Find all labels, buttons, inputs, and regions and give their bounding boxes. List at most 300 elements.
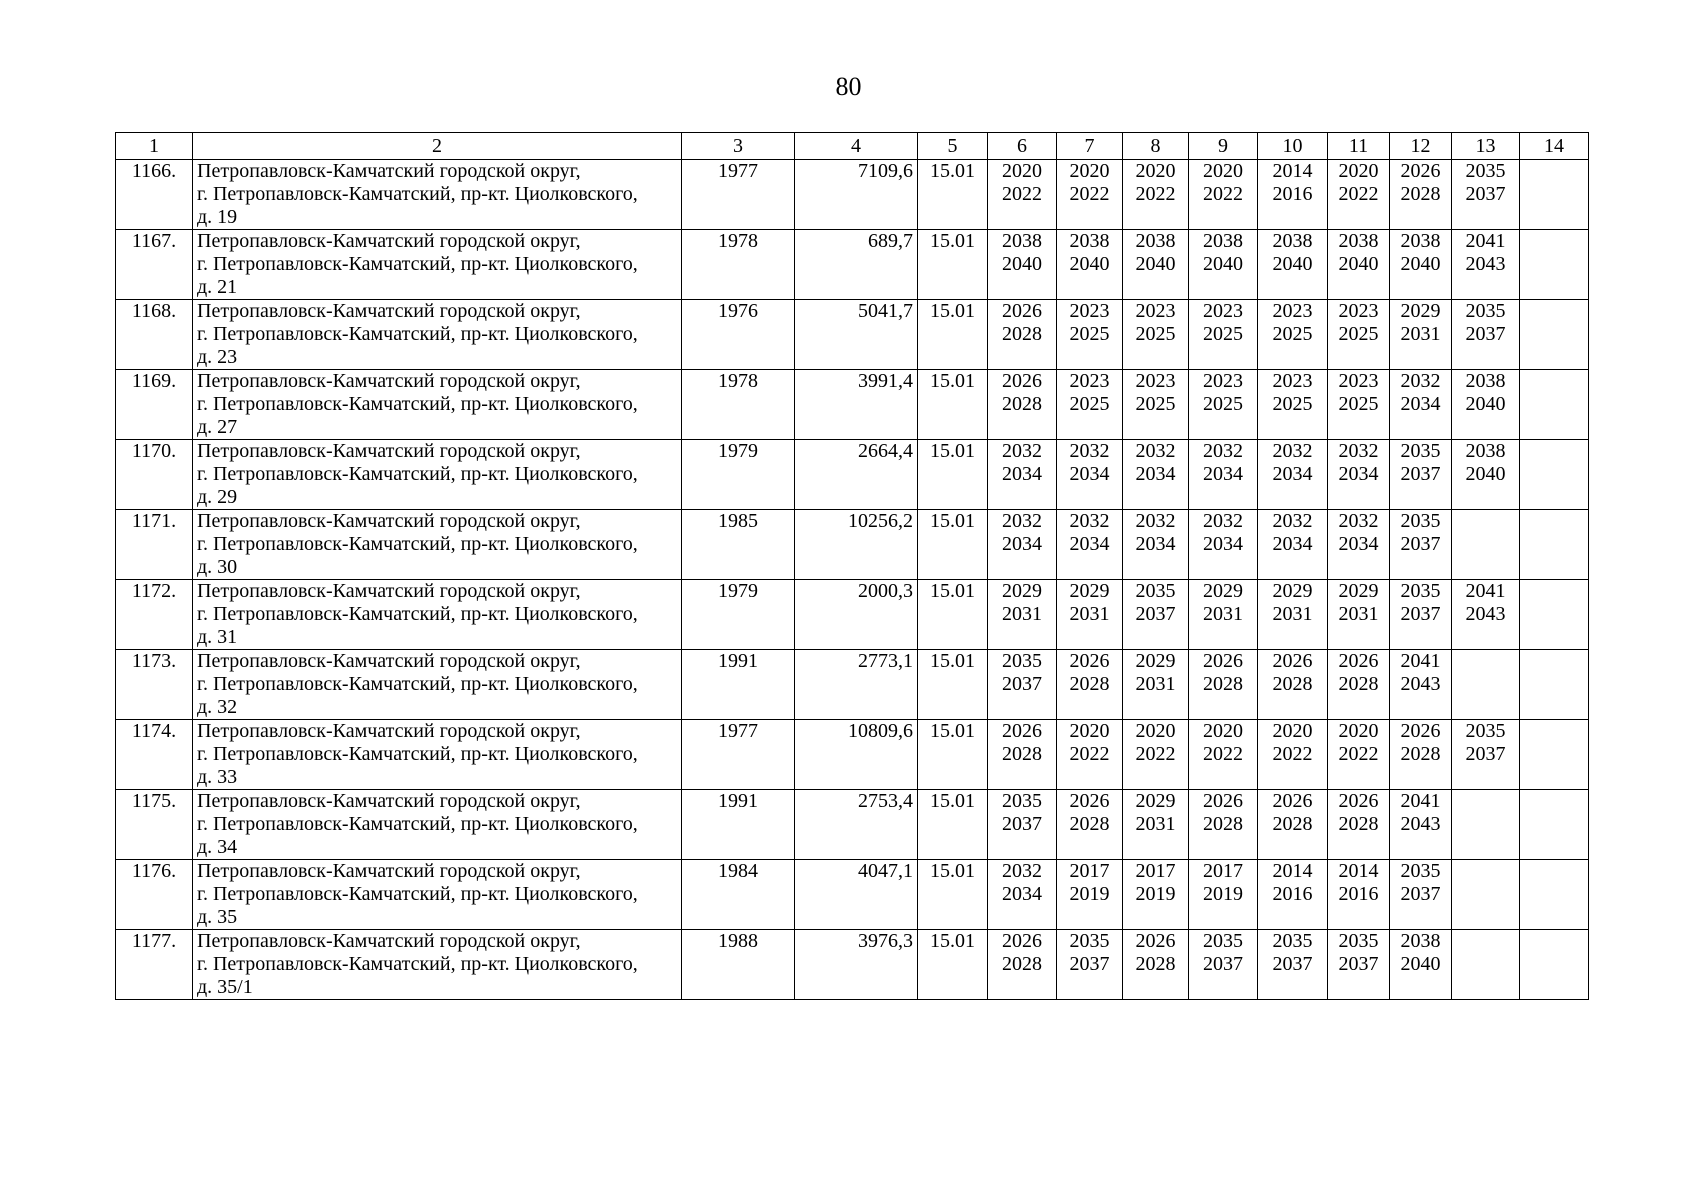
period-start-year: 2038 [1400,230,1441,252]
period-cell-col-12 [1390,370,1452,440]
address-line: г. Петропавловск-Камчатский, пр-кт. Циолковского, [197,183,638,205]
period-cell-col-11 [1328,860,1390,930]
address-line: Петропавловск-Камчатский городской округ, [197,440,581,462]
period-start-year: 2020 [1069,720,1110,742]
period-end-year: 2037 [1002,813,1042,835]
period-start-year: 2023 [1338,300,1379,322]
period-end-year: 2034 [1135,463,1176,485]
period-start-year: 2026 [1002,930,1042,952]
period-start-year: 2023 [1069,370,1110,392]
period-end-year: 2028 [1203,673,1243,695]
total-area: 689,7 [795,230,918,300]
period-cell-col-8 [1123,510,1189,580]
period-cell-col-8 [1123,720,1189,790]
period-end-year: 2037 [1272,953,1313,975]
period-end-year: 2037 [1400,533,1441,555]
table-row [116,160,1589,230]
period-start-year: 2038 [1203,230,1243,252]
period-end-year: 2037 [1203,953,1243,975]
address-line: г. Петропавловск-Камчатский, пр-кт. Циолковского, [197,883,638,905]
period-start-year: 2026 [1338,790,1379,812]
period-cell-col-8 [1123,930,1189,1000]
period-cell-col-14 [1520,790,1589,860]
period-cell-col-12 [1390,650,1452,720]
period-cell-col-13 [1452,230,1520,300]
total-area: 10809,6 [795,720,918,790]
period-end-year: 2040 [1203,253,1243,275]
work-code: 15.01 [918,370,988,440]
period-cell-col-7 [1057,230,1123,300]
address-line: Петропавловск-Камчатский городской округ, [197,790,581,812]
period-start-year: 2023 [1135,370,1176,392]
table-row [116,370,1589,440]
period-cell-col-10 [1258,580,1328,650]
period-start-year: 2032 [1203,440,1243,462]
period-cell-col-11 [1328,510,1390,580]
period-end-year: 2031 [1135,813,1176,835]
period-start-year: 2020 [1338,160,1379,182]
row-number: 1169. [116,370,193,440]
total-area: 3976,3 [795,930,918,1000]
table-row [116,580,1589,650]
construction-year: 1985 [682,510,795,580]
period-start-year: 2029 [1135,790,1176,812]
period-cell-col-14 [1520,930,1589,1000]
address-line: г. Петропавловск-Камчатский, пр-кт. Циолковского, [197,603,638,625]
period-end-year: 2028 [1002,953,1042,975]
period-start-year: 2014 [1338,860,1379,882]
address-line: г. Петропавловск-Камчатский, пр-кт. Циолковского, [197,253,638,275]
period-cell-col-12 [1390,230,1452,300]
period-start-year: 2029 [1400,300,1441,322]
period-cell-col-9 [1189,930,1258,1000]
period-start-year: 2041 [1400,790,1441,812]
construction-year: 1978 [682,230,795,300]
period-end-year: 2034 [1002,533,1042,555]
period-cell-col-10 [1258,370,1328,440]
construction-year: 1979 [682,580,795,650]
total-area: 10256,2 [795,510,918,580]
period-start-year: 2017 [1069,860,1110,882]
period-cell-col-9 [1189,370,1258,440]
period-end-year: 2022 [1338,183,1379,205]
construction-year: 1978 [682,370,795,440]
period-start-year: 2026 [1135,930,1176,952]
period-start-year: 2035 [1135,580,1176,602]
period-end-year: 2028 [1272,673,1313,695]
work-code: 15.01 [918,510,988,580]
period-start-year: 2029 [1338,580,1379,602]
period-end-year: 2025 [1069,323,1110,345]
period-cell-col-12 [1390,930,1452,1000]
period-cell-col-12 [1390,860,1452,930]
period-end-year: 2040 [1135,253,1176,275]
period-end-year: 2028 [1135,953,1176,975]
period-start-year: 2032 [1272,440,1313,462]
period-start-year: 2035 [1465,160,1506,182]
table-row [116,230,1589,300]
work-code: 15.01 [918,930,988,1000]
period-cell-col-7 [1057,720,1123,790]
period-start-year: 2026 [1272,650,1313,672]
total-area: 2664,4 [795,440,918,510]
period-end-year: 2043 [1400,673,1441,695]
period-end-year: 2034 [1002,883,1042,905]
period-cell-col-8 [1123,860,1189,930]
period-start-year: 2041 [1465,580,1506,602]
table-row [116,300,1589,370]
period-cell-col-12 [1390,440,1452,510]
period-end-year: 2037 [1400,603,1441,625]
period-cell-col-7 [1057,790,1123,860]
address-cell [193,650,682,720]
period-start-year: 2029 [1002,580,1042,602]
period-end-year: 2037 [1135,603,1176,625]
period-cell-col-9 [1189,440,1258,510]
period-start-year: 2026 [1272,790,1313,812]
address-line: г. Петропавловск-Камчатский, пр-кт. Циолковского, [197,813,638,835]
period-cell-col-8 [1123,650,1189,720]
period-start-year: 2038 [1465,370,1506,392]
period-end-year: 2031 [1272,603,1313,625]
period-end-year: 2028 [1069,813,1110,835]
address-line: г. Петропавловск-Камчатский, пр-кт. Циолковского, [197,673,638,695]
address-line: д. 27 [197,416,238,438]
period-end-year: 2028 [1002,323,1042,345]
period-cell-col-6 [988,510,1057,580]
construction-year: 1988 [682,930,795,1000]
period-end-year: 2043 [1465,253,1506,275]
period-start-year: 2041 [1465,230,1506,252]
table-row [116,510,1589,580]
column-header-6: 6 [988,133,1057,160]
construction-year: 1977 [682,720,795,790]
period-end-year: 2025 [1272,393,1313,415]
period-cell-col-8 [1123,580,1189,650]
column-header-11: 11 [1328,133,1390,160]
period-cell-col-7 [1057,300,1123,370]
period-end-year: 2034 [1203,463,1243,485]
row-number: 1177. [116,930,193,1000]
period-start-year: 2035 [1069,930,1110,952]
period-start-year: 2023 [1203,370,1243,392]
address-line: д. 35/1 [197,976,253,998]
period-cell-col-13 [1452,650,1520,720]
address-cell [193,160,682,230]
row-number: 1174. [116,720,193,790]
address-cell [193,370,682,440]
period-cell-col-11 [1328,160,1390,230]
address-cell [193,790,682,860]
period-end-year: 2019 [1203,883,1243,905]
work-code: 15.01 [918,720,988,790]
period-start-year: 2026 [1069,650,1110,672]
period-end-year: 2025 [1135,323,1176,345]
period-cell-col-12 [1390,300,1452,370]
address-cell [193,230,682,300]
period-cell-col-11 [1328,580,1390,650]
period-cell-col-7 [1057,930,1123,1000]
address-cell [193,510,682,580]
period-end-year: 2019 [1135,883,1176,905]
period-start-year: 2029 [1272,580,1313,602]
total-area: 7109,6 [795,160,918,230]
page-number: 80 [835,72,862,101]
period-cell-col-10 [1258,510,1328,580]
period-cell-col-14 [1520,650,1589,720]
period-end-year: 2037 [1465,183,1506,205]
period-start-year: 2032 [1203,510,1243,532]
period-start-year: 2026 [1203,650,1243,672]
address-line: Петропавловск-Камчатский городской округ, [197,510,581,532]
period-end-year: 2037 [1400,883,1441,905]
address-line: Петропавловск-Камчатский городской округ, [197,160,581,182]
period-cell-col-9 [1189,860,1258,930]
period-start-year: 2038 [1272,230,1313,252]
period-start-year: 2035 [1400,580,1441,602]
period-start-year: 2020 [1203,720,1243,742]
table-row [116,860,1589,930]
period-start-year: 2020 [1069,160,1110,182]
column-header-1: 1 [116,133,193,160]
period-cell-col-11 [1328,440,1390,510]
address-line: д. 31 [197,626,238,648]
period-cell-col-11 [1328,300,1390,370]
period-cell-col-8 [1123,370,1189,440]
period-end-year: 2031 [1069,603,1110,625]
address-line: г. Петропавловск-Камчатский, пр-кт. Циолковского, [197,743,638,765]
column-number-row [116,133,1589,160]
column-header-9: 9 [1189,133,1258,160]
address-line: г. Петропавловск-Камчатский, пр-кт. Циолковского, [197,393,638,415]
total-area: 4047,1 [795,860,918,930]
period-end-year: 2034 [1002,463,1042,485]
row-number: 1172. [116,580,193,650]
period-end-year: 2016 [1272,883,1313,905]
period-cell-col-9 [1189,160,1258,230]
period-cell-col-10 [1258,720,1328,790]
row-number: 1166. [116,160,193,230]
period-end-year: 2025 [1338,393,1379,415]
period-end-year: 2034 [1272,533,1313,555]
period-cell-col-13 [1452,370,1520,440]
period-start-year: 2032 [1069,440,1110,462]
period-start-year: 2020 [1002,160,1042,182]
period-end-year: 2040 [1338,253,1379,275]
period-end-year: 2043 [1465,603,1506,625]
period-end-year: 2040 [1069,253,1110,275]
period-cell-col-13 [1452,510,1520,580]
column-header-8: 8 [1123,133,1189,160]
address-cell [193,720,682,790]
work-code: 15.01 [918,790,988,860]
period-end-year: 2025 [1338,323,1379,345]
period-cell-col-7 [1057,370,1123,440]
table-row [116,790,1589,860]
period-cell-col-9 [1189,720,1258,790]
period-end-year: 2028 [1400,743,1441,765]
period-start-year: 2038 [1002,230,1042,252]
period-cell-col-8 [1123,300,1189,370]
period-start-year: 2035 [1203,930,1243,952]
address-line: Петропавловск-Камчатский городской округ, [197,720,581,742]
address-line: Петропавловск-Камчатский городской округ, [197,300,581,322]
period-start-year: 2017 [1203,860,1243,882]
address-line: г. Петропавловск-Камчатский, пр-кт. Циолковского, [197,323,638,345]
period-cell-col-12 [1390,160,1452,230]
address-line: Петропавловск-Камчатский городской округ, [197,930,581,952]
period-cell-col-14 [1520,510,1589,580]
address-line: г. Петропавловск-Камчатский, пр-кт. Циолковского, [197,463,638,485]
period-start-year: 2032 [1338,440,1379,462]
column-header-10: 10 [1258,133,1328,160]
period-cell-col-6 [988,160,1057,230]
period-end-year: 2034 [1069,463,1110,485]
period-start-year: 2035 [1465,720,1506,742]
period-end-year: 2028 [1203,813,1243,835]
address-line: Петропавловск-Камчатский городской округ, [197,370,581,392]
period-start-year: 2023 [1135,300,1176,322]
period-start-year: 2035 [1400,440,1441,462]
period-start-year: 2023 [1338,370,1379,392]
address-line: Петропавловск-Камчатский городской округ, [197,860,581,882]
period-end-year: 2022 [1002,183,1042,205]
period-start-year: 2038 [1135,230,1176,252]
period-cell-col-11 [1328,370,1390,440]
period-end-year: 2025 [1272,323,1313,345]
work-code: 15.01 [918,440,988,510]
work-code: 15.01 [918,580,988,650]
address-line: д. 19 [197,206,238,228]
period-end-year: 2037 [1338,953,1379,975]
period-start-year: 2026 [1069,790,1110,812]
period-cell-col-9 [1189,300,1258,370]
period-cell-col-12 [1390,510,1452,580]
period-start-year: 2020 [1272,720,1313,742]
period-start-year: 2032 [1135,440,1176,462]
period-start-year: 2023 [1203,300,1243,322]
address-line: д. 33 [197,766,238,788]
period-start-year: 2020 [1203,160,1243,182]
period-cell-col-13 [1452,860,1520,930]
total-area: 3991,4 [795,370,918,440]
table-row [116,930,1589,1000]
period-cell-col-10 [1258,650,1328,720]
period-start-year: 2038 [1069,230,1110,252]
total-area: 2773,1 [795,650,918,720]
period-end-year: 2040 [1400,253,1441,275]
period-end-year: 2022 [1203,743,1243,765]
table-row [116,720,1589,790]
address-cell [193,440,682,510]
period-cell-col-13 [1452,300,1520,370]
period-cell-col-8 [1123,790,1189,860]
period-cell-col-6 [988,230,1057,300]
address-line: д. 34 [197,836,238,858]
period-end-year: 2028 [1002,393,1042,415]
period-start-year: 2023 [1272,300,1313,322]
period-end-year: 2031 [1203,603,1243,625]
period-cell-col-14 [1520,160,1589,230]
column-header-5: 5 [918,133,988,160]
period-end-year: 2022 [1135,743,1176,765]
period-cell-col-9 [1189,790,1258,860]
column-header-7: 7 [1057,133,1123,160]
row-number: 1168. [116,300,193,370]
period-end-year: 2034 [1338,463,1379,485]
period-cell-col-13 [1452,790,1520,860]
period-end-year: 2022 [1135,183,1176,205]
period-end-year: 2022 [1203,183,1243,205]
period-cell-col-10 [1258,860,1328,930]
period-cell-col-14 [1520,860,1589,930]
table-body [116,160,1589,1000]
period-end-year: 2040 [1002,253,1042,275]
total-area: 5041,7 [795,300,918,370]
period-cell-col-14 [1520,580,1589,650]
construction-year: 1991 [682,650,795,720]
period-start-year: 2035 [1002,790,1042,812]
period-end-year: 2040 [1272,253,1313,275]
row-number: 1175. [116,790,193,860]
period-cell-col-6 [988,790,1057,860]
address-line: Петропавловск-Камчатский городской округ, [197,580,581,602]
construction-year: 1979 [682,440,795,510]
period-cell-col-7 [1057,440,1123,510]
address-line: Петропавловск-Камчатский городской округ, [197,230,581,252]
period-cell-col-10 [1258,930,1328,1000]
period-start-year: 2020 [1338,720,1379,742]
table-row [116,440,1589,510]
period-end-year: 2034 [1135,533,1176,555]
period-cell-col-9 [1189,510,1258,580]
work-code: 15.01 [918,160,988,230]
period-start-year: 2032 [1002,860,1042,882]
period-cell-col-7 [1057,650,1123,720]
row-number: 1171. [116,510,193,580]
period-cell-col-11 [1328,720,1390,790]
period-start-year: 2035 [1400,510,1441,532]
period-start-year: 2026 [1338,650,1379,672]
period-end-year: 2025 [1203,323,1243,345]
construction-year: 1976 [682,300,795,370]
period-end-year: 2037 [1400,463,1441,485]
row-number: 1167. [116,230,193,300]
address-cell [193,930,682,1000]
address-cell [193,300,682,370]
period-start-year: 2026 [1400,720,1441,742]
period-cell-col-14 [1520,720,1589,790]
period-start-year: 2032 [1069,510,1110,532]
period-end-year: 2031 [1135,673,1176,695]
row-number: 1173. [116,650,193,720]
address-line: д. 35 [197,906,238,928]
period-start-year: 2029 [1135,650,1176,672]
period-cell-col-6 [988,370,1057,440]
period-cell-col-10 [1258,300,1328,370]
period-cell-col-9 [1189,230,1258,300]
period-cell-col-13 [1452,160,1520,230]
total-area: 2000,3 [795,580,918,650]
address-cell [193,580,682,650]
work-code: 15.01 [918,650,988,720]
period-start-year: 2035 [1002,650,1042,672]
period-end-year: 2031 [1002,603,1042,625]
period-end-year: 2037 [1002,673,1042,695]
column-header-3: 3 [682,133,795,160]
period-cell-col-10 [1258,160,1328,230]
period-end-year: 2028 [1069,673,1110,695]
